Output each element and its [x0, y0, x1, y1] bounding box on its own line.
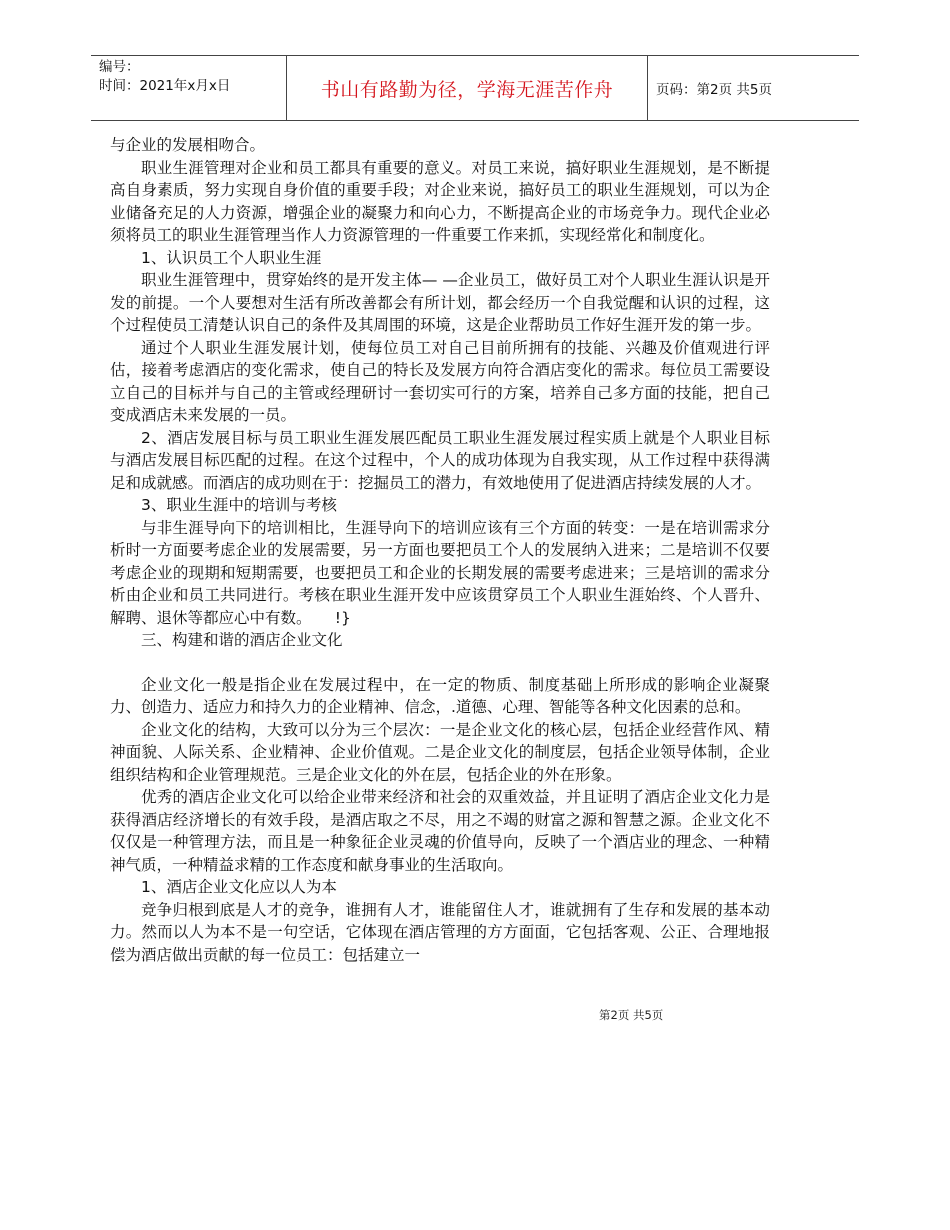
body-paragraph: 企业文化一般是指企业在发展过程中，在一定的物质、制度基础上所形成的影响企业凝聚力、创造力、适应力和持久力的企业精神、信念，.道德、心理、智能等各种文化因素的总和。 [110, 675, 770, 716]
page-header [91, 55, 859, 121]
body-paragraph: 与企业的发展相吻合。 [110, 136, 266, 154]
document-body [110, 134, 770, 966]
body-paragraph: 3、职业生涯中的培训与考核 [141, 496, 337, 514]
body-paragraph: 1、酒店企业文化应以人为本 [141, 878, 337, 896]
page-footer-number: 第2页 共5页 [599, 1008, 664, 1022]
body-paragraph: 企业文化的结构，大致可以分为三个层次：一是企业文化的核心层，包括企业经营作风、精神面貌、人际关系、企业精神、企业价值观。二是企业文化的制度层，包括企业领导体制，企业组织结构和企业管理规范。三是企业文化的外在层，包括企业的外在形象。 [110, 720, 770, 784]
header-meta [91, 56, 286, 120]
body-paragraph: 1、认识员工个人职业生涯 [141, 248, 322, 267]
paragraph-spacer [110, 652, 770, 674]
body-paragraph: 竞争归根到底是人才的竞争，谁拥有人才，谁能留住人才，谁就拥有了生存和发展的基本动力。然而以人为本不是一句空话，它体现在酒店管理的方方面面，它包括客观、公正、合理地报偿为酒店做出贡献的每一位员工：包括建立一 [110, 900, 770, 964]
body-paragraph: 职业生涯管理中，贯穿始终的是开发主体— —企业员工，做好员工对个人职业生涯认识是开发的前提。一个人要想对生活有所改善都会有所计划，都会经历一个自我觉醒和认识的过程，这个过程使员工清楚认识自己的条件及其周围的环境，这是企业帮助员工作好生涯开发的第一步。 [110, 271, 770, 334]
document-number-label: 编号： [99, 59, 140, 75]
body-paragraph: 职业生涯管理对企业和员工都具有重要的意义。对员工来说，搞好职业生涯规划，是不断提高自身素质，努力实现自身价值的重要手段；对企业来说，搞好员工的职业生涯规划，可以为企业储备充足的人力资源，增强企业的凝聚力和向心力，不断提高企业的市场竞争力。现代企业必须将员工的职业生涯管理当作人力资源管理的一件重要工作来抓，实现经常化和制度化。 [110, 158, 770, 244]
document-time-label: 时间：2021年x月x日 [99, 78, 231, 94]
body-paragraph: 2、酒店发展目标与员工职业生涯发展匹配员工职业生涯发展过程实质上就是个人职业目标与酒店发展目标匹配的过程。在这个过程中，个人的成功体现为自我实现，从工作过程中获得满足和成就感。而酒店的成功则在于：挖掘员工的潜力，有效地使用了促进酒店持续发展的人才。 [110, 428, 770, 492]
body-paragraph: 三、构建和谐的酒店企业文化 [141, 631, 343, 649]
body-paragraph: 与非生涯导向下的培训相比，生涯导向下的培训应该有三个方面的转变：一是在培训需求分析时一方面要考虑企业的发展需要，另一方面也要把员工个人的发展纳入进来；二是培训不仅要考虑企业的现期和短期需要，也要把员工和企业的长期发展的需要考虑进来；三是培训的需求分析由企业和员工共同进行。考核在职业生涯开发中应该贯穿员工个人职业生涯始终、个人晋升、解聘、退休等都应心中有数。 !} [110, 518, 770, 627]
body-paragraph: 优秀的酒店企业文化可以给企业带来经济和社会的双重效益，并且证明了酒店企业文化力是获得酒店经济增长的有效手段，是酒店取之不尽，用之不竭的财富之源和智慧之源。企业文化不仅仅是一种管理方法，而且是一种象征企业灵魂的价值导向，反映了一个酒店业的理念、一种精神气质，一种精益求精的工作态度和献身事业的生活取向。 [110, 788, 770, 874]
header-page-number: 页码：第2页 共5页 [656, 82, 772, 98]
header-motto: 书山有路勤为径，学海无涯苦作舟 [286, 56, 648, 120]
body-paragraph: 通过个人职业生涯发展计划，使每位员工对自己目前所拥有的技能、兴趣及价值观进行评估，接着考虑酒店的变化需求，使自己的特长及发展方向符合酒店变化的需求。每位员工需要设立自己的目标并与自己的主管或经理研讨一套切实可行的方案，培养自己多方面的技能，把自己变成酒店未来发展的一员。 [110, 338, 770, 424]
